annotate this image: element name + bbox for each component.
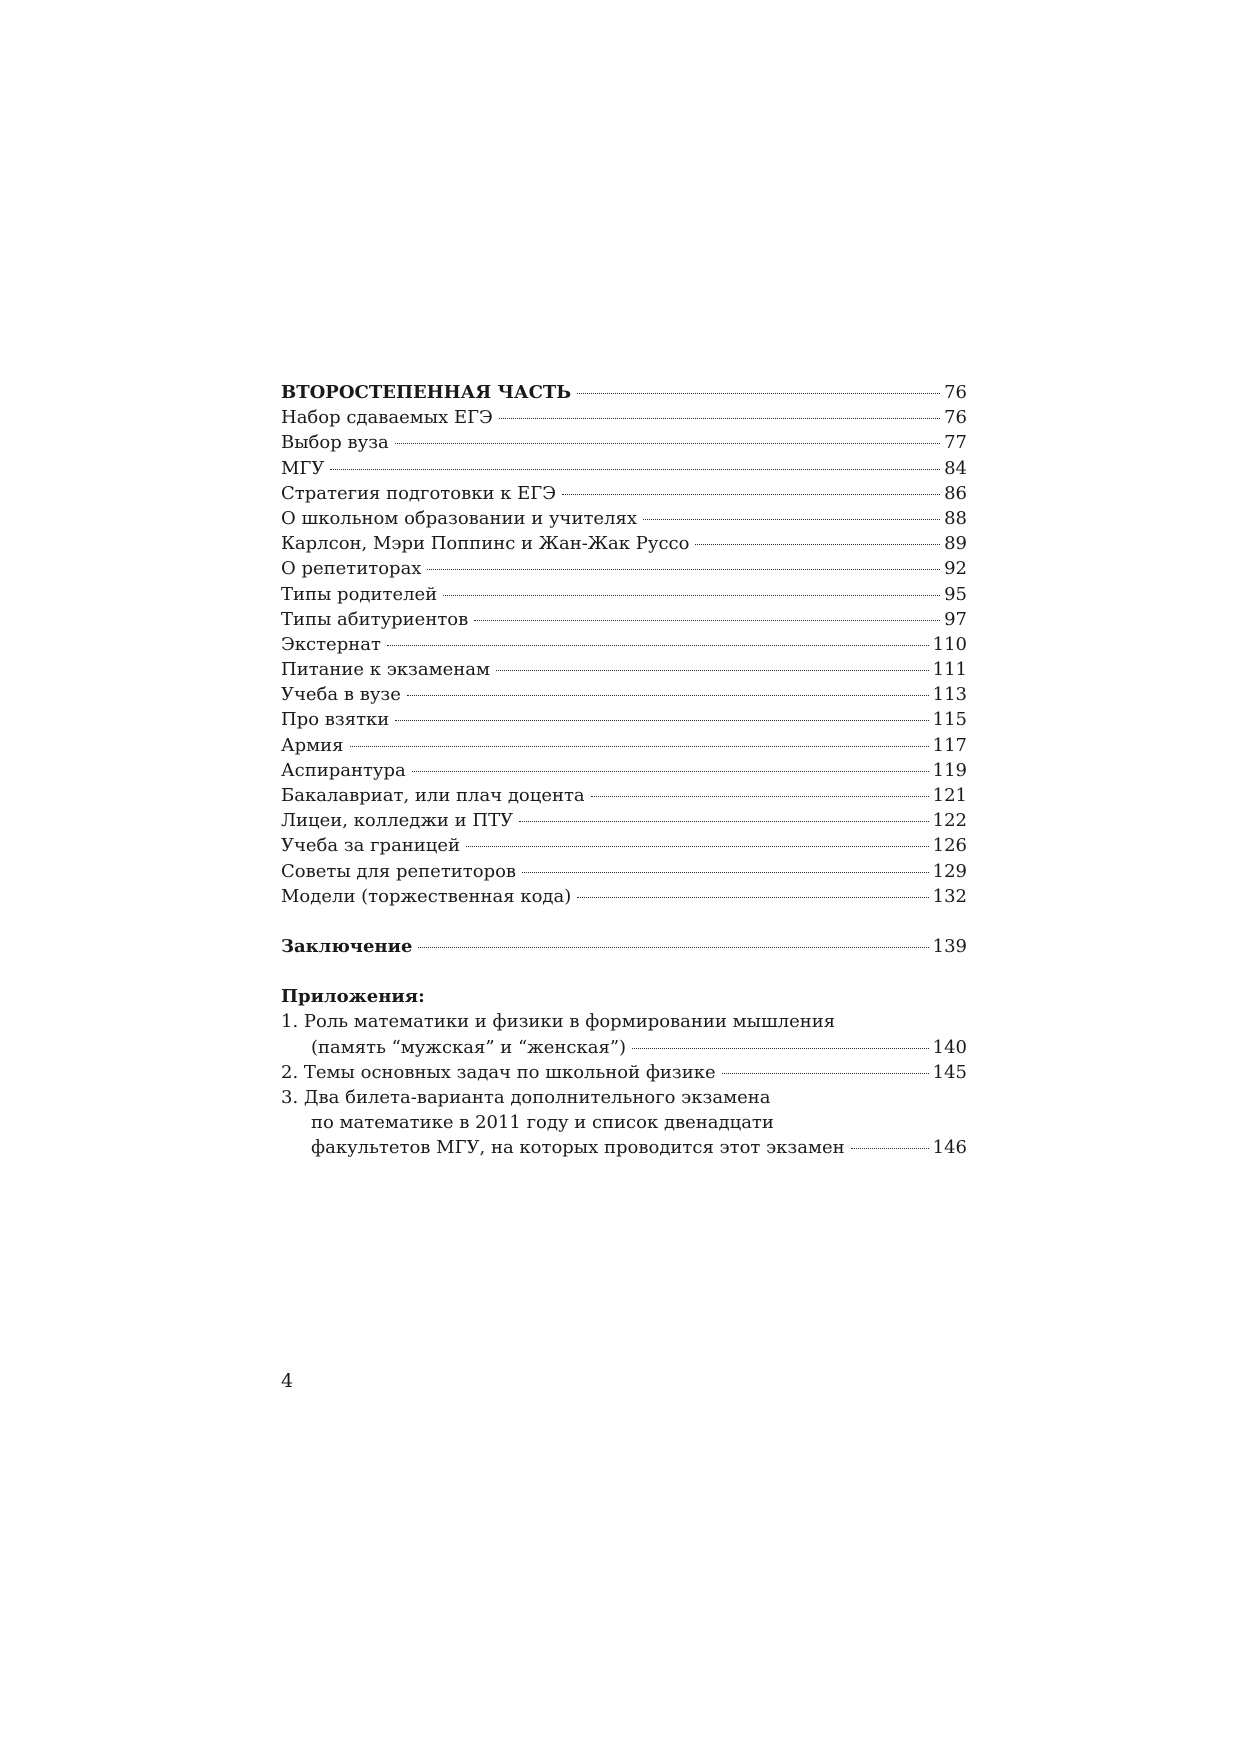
toc-page-number: 117 bbox=[932, 734, 967, 756]
toc-section-heading[interactable] bbox=[281, 380, 967, 405]
leader-dots bbox=[350, 746, 929, 747]
toc-entry-title: О репетиторах bbox=[281, 558, 422, 580]
toc-conclusion[interactable] bbox=[281, 934, 967, 959]
leader-dots bbox=[427, 569, 940, 570]
leader-dots bbox=[577, 393, 940, 394]
appendix-3-last-line[interactable] bbox=[281, 1135, 967, 1160]
toc-entry[interactable] bbox=[281, 859, 967, 884]
toc-entry[interactable] bbox=[281, 682, 967, 707]
toc-entry[interactable] bbox=[281, 405, 967, 430]
toc-page-number: 129 bbox=[932, 860, 967, 882]
toc-entry-title: Модели (торжественная кода) bbox=[281, 885, 572, 907]
appendix-3-line-3: факультетов МГУ, на которых проводится этот экзамен bbox=[311, 1137, 845, 1159]
leader-dots bbox=[418, 947, 928, 948]
leader-dots bbox=[387, 645, 929, 646]
page-number: 4 bbox=[281, 1370, 294, 1392]
leader-dots bbox=[577, 897, 928, 898]
toc-page-number: 86 bbox=[944, 482, 967, 504]
toc-conclusion-title: Заключение bbox=[281, 935, 413, 957]
toc-entry-title: Лицеи, колледжи и ПТУ bbox=[281, 810, 514, 832]
toc-page-number: 146 bbox=[932, 1137, 967, 1159]
toc-page-number: 140 bbox=[932, 1036, 967, 1058]
toc-page-number: 77 bbox=[944, 432, 967, 454]
toc-page-number: 76 bbox=[944, 382, 967, 403]
appendix-1-line-2: (память “мужская” и “женская”) bbox=[311, 1036, 627, 1058]
leader-dots bbox=[474, 620, 940, 621]
toc-entry[interactable] bbox=[281, 506, 967, 531]
toc-entry[interactable] bbox=[281, 430, 967, 455]
toc-entry-title: Учеба за границей bbox=[281, 835, 461, 857]
appendix-heading: Приложения: bbox=[281, 986, 425, 1008]
toc-entry-title: Выбор вуза bbox=[281, 432, 389, 454]
toc-entry-title: МГУ bbox=[281, 457, 325, 479]
spacer bbox=[281, 909, 967, 934]
leader-dots bbox=[499, 418, 940, 419]
appendix-2[interactable] bbox=[281, 1060, 967, 1085]
toc-page-number: 89 bbox=[944, 533, 967, 555]
leader-dots bbox=[466, 846, 929, 847]
leader-dots bbox=[562, 494, 940, 495]
toc-entry-title: Бакалавриат, или плач доцента bbox=[281, 785, 585, 806]
leader-dots bbox=[395, 443, 940, 444]
toc-page-number: 145 bbox=[932, 1061, 967, 1083]
toc-entry[interactable] bbox=[281, 582, 967, 607]
table-of-contents bbox=[281, 380, 967, 1160]
leader-dots bbox=[522, 872, 929, 873]
toc-entry-title: Набор сдаваемых ЕГЭ bbox=[281, 407, 493, 429]
toc-page-number: 122 bbox=[932, 810, 967, 832]
toc-entry-title: Про взятки bbox=[281, 709, 390, 731]
toc-page-number: 84 bbox=[944, 457, 967, 479]
toc-page-number: 121 bbox=[932, 785, 967, 806]
toc-entry[interactable] bbox=[281, 607, 967, 632]
toc-entry-title: Типы абитуриентов bbox=[281, 608, 469, 630]
toc-entry[interactable] bbox=[281, 531, 967, 556]
appendix-1-last-line[interactable] bbox=[281, 1035, 967, 1060]
toc-section-title: ВТОРОСТЕПЕННАЯ ЧАСТЬ bbox=[281, 382, 572, 403]
toc-entry[interactable] bbox=[281, 707, 967, 732]
toc-entry[interactable] bbox=[281, 884, 967, 909]
toc-page-number: 97 bbox=[944, 608, 967, 630]
toc-entry[interactable] bbox=[281, 733, 967, 758]
leader-dots bbox=[496, 670, 929, 671]
toc-entry[interactable] bbox=[281, 556, 967, 581]
toc-page-number: 76 bbox=[944, 407, 967, 429]
toc-page-number: 119 bbox=[932, 759, 967, 781]
toc-entry-title: Экстернат bbox=[281, 633, 381, 655]
toc-entry-title: Стратегия подготовки к ЕГЭ bbox=[281, 482, 556, 504]
toc-page-number: 92 bbox=[944, 558, 967, 580]
appendix-3-line-2[interactable]: по математике в 2011 году и список двенадцати bbox=[311, 1112, 774, 1134]
toc-page-number: 132 bbox=[932, 885, 967, 907]
toc-entry[interactable] bbox=[281, 657, 967, 682]
toc-entry-title: Армия bbox=[281, 734, 344, 756]
toc-entry-title: Питание к экзаменам bbox=[281, 659, 490, 681]
toc-entry[interactable] bbox=[281, 456, 967, 481]
appendix-2-title: 2. Темы основных задач по школьной физике bbox=[281, 1061, 716, 1083]
leader-dots bbox=[722, 1073, 929, 1074]
leader-dots bbox=[632, 1048, 929, 1049]
toc-entry[interactable] bbox=[281, 808, 967, 833]
toc-entry[interactable] bbox=[281, 481, 967, 506]
toc-entry-title: Аспирантура bbox=[281, 759, 406, 781]
leader-dots bbox=[395, 720, 928, 721]
leader-dots bbox=[695, 544, 940, 545]
leader-dots bbox=[591, 796, 929, 797]
appendix-1-line-1[interactable]: 1. Роль математики и физики в формировании мышления bbox=[281, 1011, 836, 1033]
toc-entry-title: Карлсон, Мэри Поппинс и Жан-Жак Руссо bbox=[281, 533, 690, 555]
toc-entry-title: Советы для репетиторов bbox=[281, 860, 517, 882]
leader-dots bbox=[851, 1148, 929, 1149]
toc-page-number: 95 bbox=[944, 583, 967, 605]
toc-entry[interactable] bbox=[281, 758, 967, 783]
toc-entry[interactable] bbox=[281, 783, 967, 808]
spacer bbox=[281, 959, 967, 984]
toc-entry-title: О школьном образовании и учителях bbox=[281, 507, 638, 529]
toc-entry-title: Типы родителей bbox=[281, 583, 438, 605]
toc-page-number: 139 bbox=[932, 935, 967, 957]
leader-dots bbox=[407, 695, 929, 696]
appendix-3-line-1[interactable]: 3. Два билета-варианта дополнительного экзамена bbox=[281, 1086, 771, 1108]
leader-dots bbox=[643, 519, 940, 520]
toc-page-number: 113 bbox=[932, 684, 967, 706]
leader-dots bbox=[443, 595, 940, 596]
toc-page-number: 111 bbox=[932, 659, 967, 681]
toc-entry-title: Учеба в вузе bbox=[281, 684, 401, 706]
toc-entry[interactable] bbox=[281, 833, 967, 858]
toc-entry[interactable] bbox=[281, 632, 967, 657]
toc-page-number: 115 bbox=[932, 709, 967, 731]
leader-dots bbox=[412, 771, 929, 772]
toc-page-number: 110 bbox=[932, 633, 967, 655]
leader-dots bbox=[519, 821, 929, 822]
leader-dots bbox=[330, 469, 940, 470]
toc-page-number: 126 bbox=[932, 835, 967, 857]
toc-page-number: 88 bbox=[944, 507, 967, 529]
